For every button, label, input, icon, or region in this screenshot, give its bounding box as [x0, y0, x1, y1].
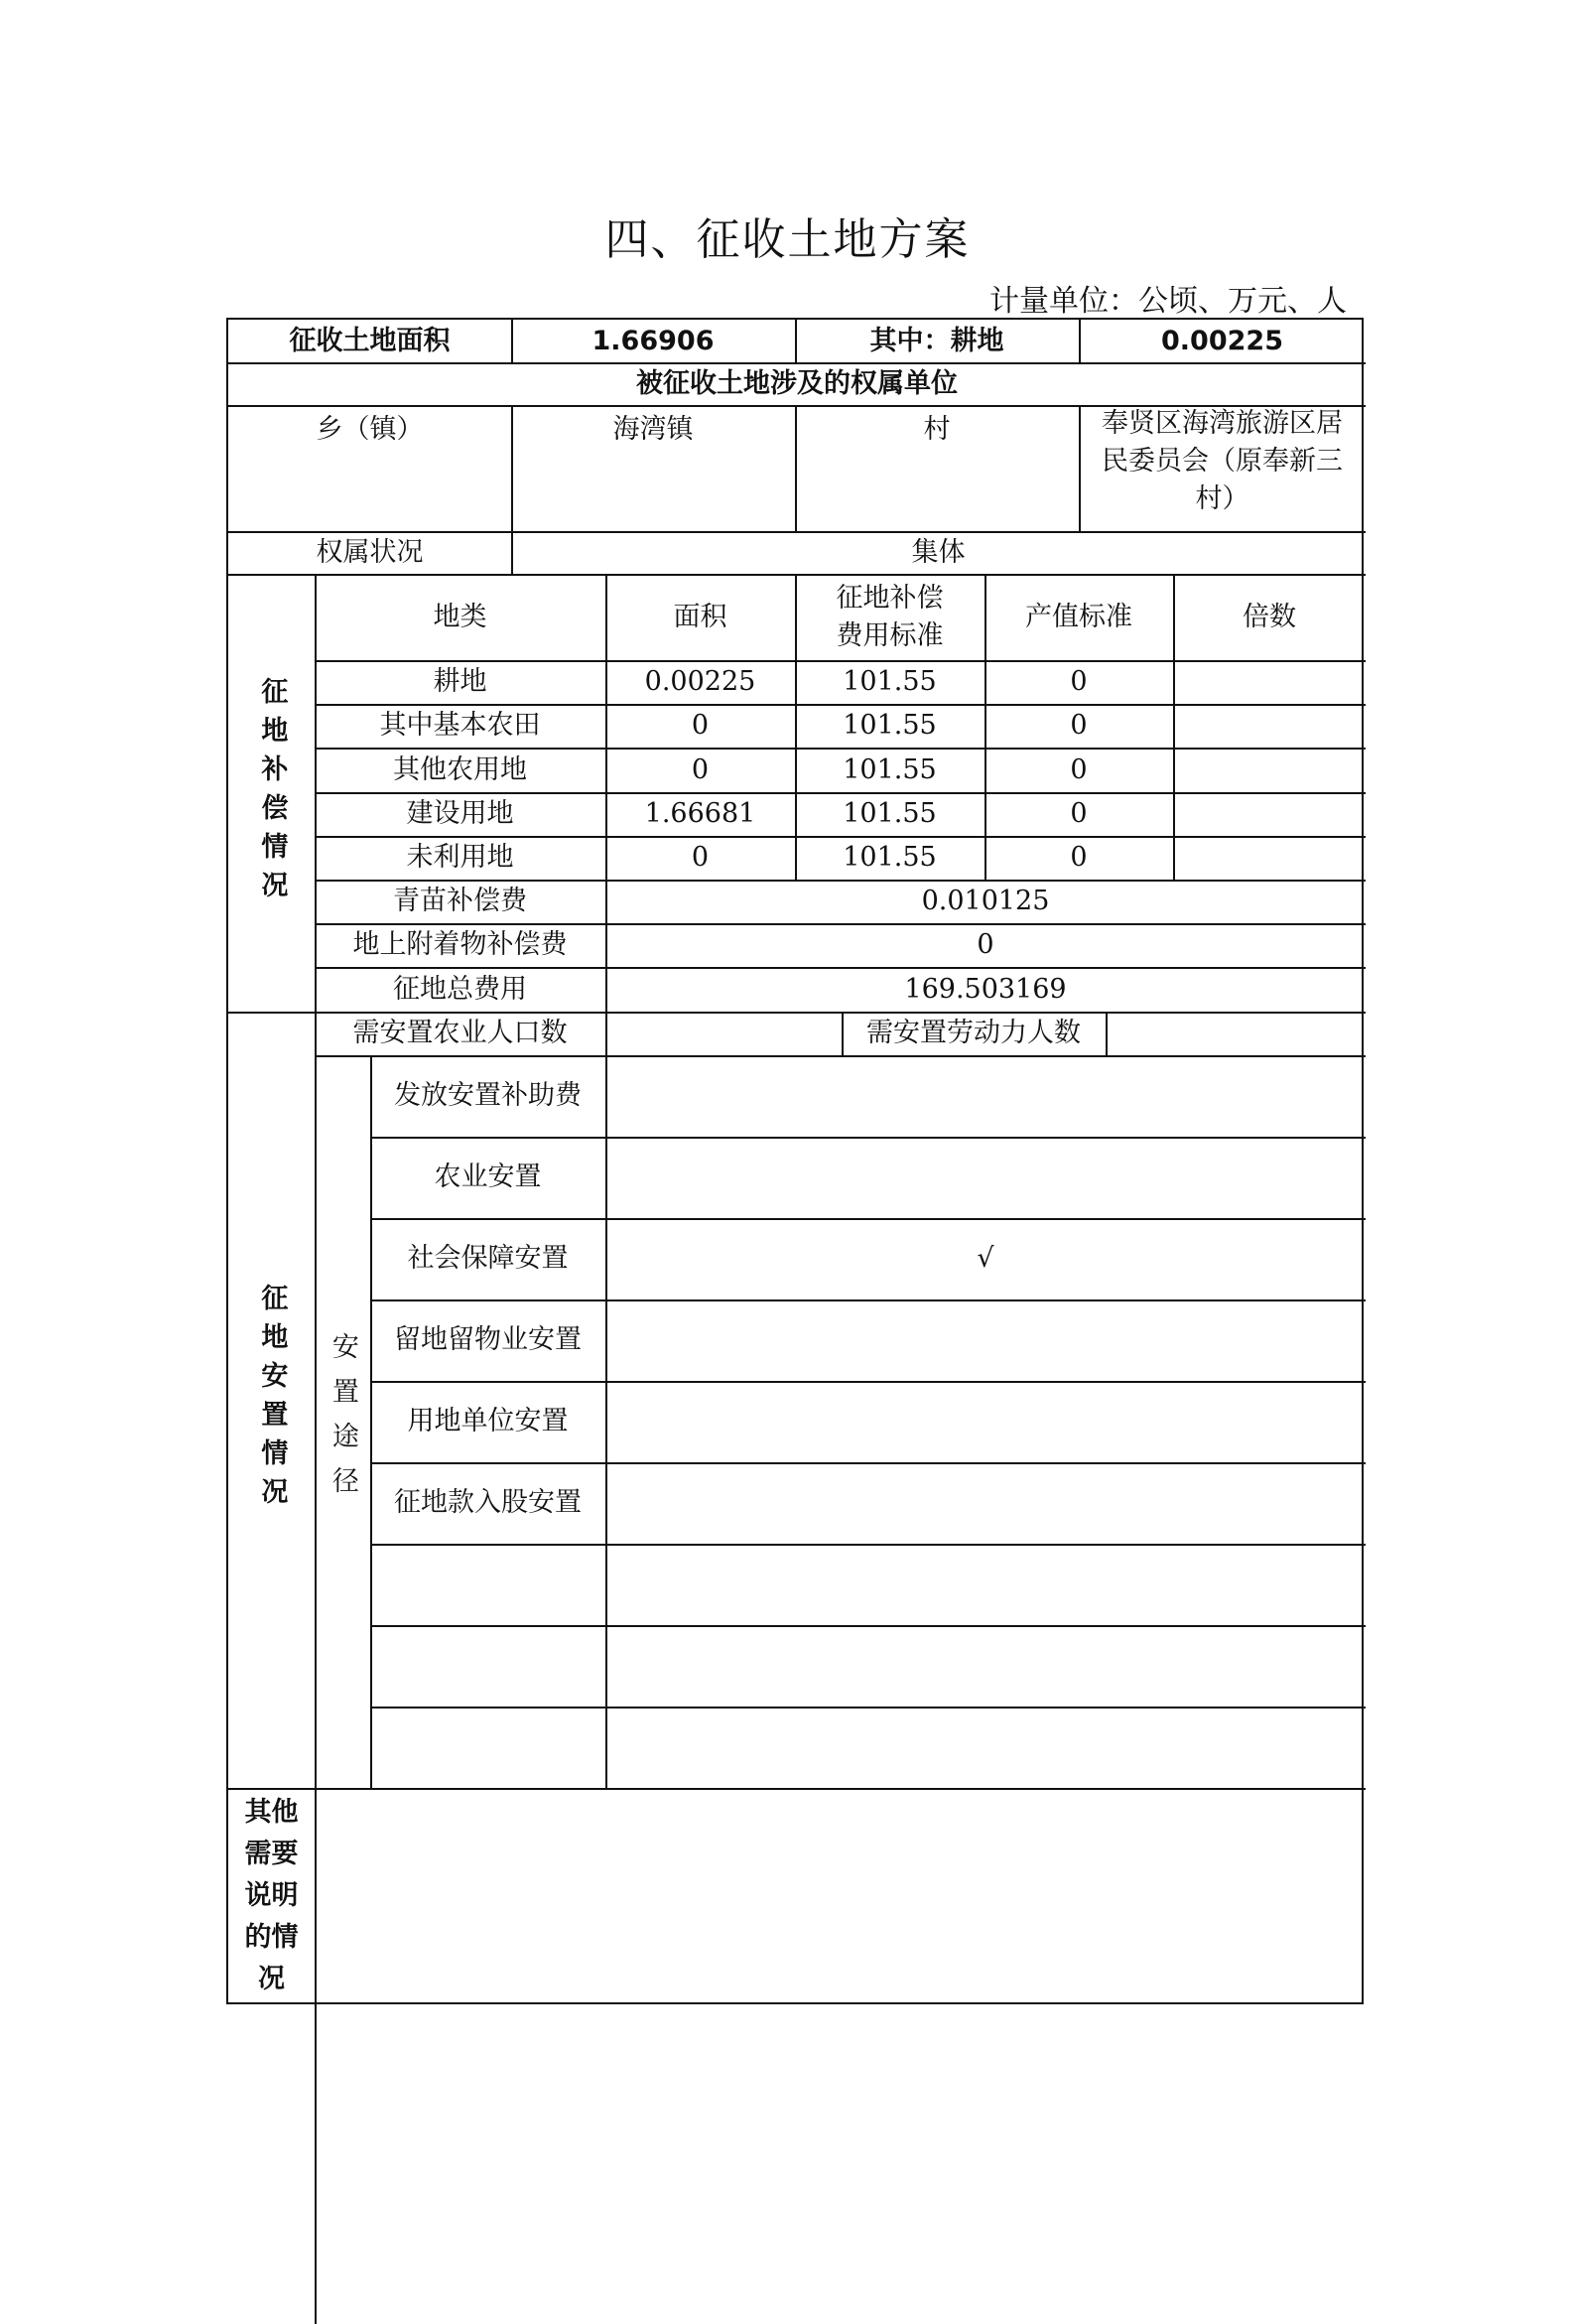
route-name: 发放安置补助费: [394, 1080, 582, 1112]
table-row-output: 0: [1070, 666, 1088, 698]
route-name: 用地单位安置: [407, 1406, 569, 1437]
table-row-area: 1.66681: [644, 798, 756, 830]
table-row-standard: 101.55: [843, 798, 937, 830]
unit-note: 计量单位：公顷、万元、人: [989, 284, 1347, 319]
table-row-multiple: [1173, 704, 1366, 748]
labor-label: 需安置劳动力人数: [866, 1018, 1081, 1049]
route-name: 征地款入股安置: [394, 1487, 582, 1519]
farm-pop-value: [605, 1012, 842, 1055]
table-row-type: 其他农用地: [393, 753, 527, 785]
header-area: 面积: [673, 601, 727, 632]
table-row-area: 0: [691, 710, 710, 742]
route-value: [605, 1381, 1366, 1462]
farmland-label: 其中：耕地: [869, 325, 1004, 356]
route-name: [370, 1625, 605, 1707]
route-name: [370, 1544, 605, 1625]
table-row-output: 0: [1070, 842, 1088, 874]
route-value-checkmark: √: [977, 1243, 994, 1275]
farm-pop-label: 需安置农业人口数: [352, 1018, 568, 1049]
crop-fee-value: 0.010125: [921, 886, 1050, 917]
route-name: 农业安置: [434, 1162, 542, 1193]
header-multiple: 倍数: [1243, 601, 1296, 632]
route-name: 留地留物业安置: [394, 1324, 582, 1356]
table-row-area: 0.00225: [644, 666, 756, 698]
table-row-type: 耕地: [433, 666, 487, 698]
route-value: [605, 1707, 1366, 1788]
route-value: [605, 1055, 1366, 1137]
header-standard: 征地补偿费用标准: [836, 582, 944, 651]
route-name: 社会保障安置: [407, 1243, 569, 1275]
route-label: 安置途径: [327, 1332, 358, 1511]
crop-fee-label: 青苗补偿费: [393, 886, 527, 917]
route-name: [370, 1707, 605, 1788]
area-label: 征收土地面积: [289, 325, 451, 356]
status-value: 集体: [911, 536, 966, 568]
table-row-output: 0: [1070, 798, 1088, 830]
attachment-fee-label: 地上附着物补偿费: [352, 929, 568, 961]
ownership-heading: 被征收土地涉及的权属单位: [636, 367, 958, 399]
attachment-fee-value: 0: [977, 929, 994, 961]
table-row-area: 0: [691, 842, 710, 874]
header-land-type: 地类: [433, 601, 487, 632]
table-row-area: 0: [691, 753, 710, 785]
header-output: 产值标准: [1025, 601, 1132, 632]
route-value: [605, 1137, 1366, 1218]
land-acquisition-table: [226, 318, 1364, 2004]
resettlement-section-label: 征地安置情况: [256, 1284, 288, 1516]
route-value: [605, 1462, 1366, 1544]
other-notes-value: [315, 1788, 1366, 2004]
table-row-output: 0: [1070, 710, 1088, 742]
table-row-multiple: [1173, 748, 1366, 792]
table-row-standard: 101.55: [843, 842, 937, 874]
table-row-multiple: [1173, 660, 1366, 704]
table-row-multiple: [1173, 836, 1366, 880]
status-label: 权属状况: [316, 536, 424, 568]
table-row-standard: 101.55: [843, 753, 937, 785]
table-row-standard: 101.55: [843, 666, 937, 698]
farmland-value: 0.00225: [1161, 325, 1283, 356]
table-row-type: 建设用地: [406, 798, 514, 830]
village-value: 奉贤区海湾旅游区居民委员会（原奉新三村）: [1102, 408, 1343, 514]
other-notes-label: 其他需要说明的情况: [244, 1797, 299, 1994]
page-title: 四、征收土地方案: [604, 214, 971, 265]
area-value: 1.66906: [591, 325, 715, 356]
labor-value: [1106, 1012, 1366, 1055]
township-label: 乡（镇）: [316, 414, 424, 445]
route-value: [605, 1299, 1366, 1381]
route-value: [605, 1625, 1366, 1707]
compensation-section-label: 征地补偿情况: [256, 676, 288, 909]
village-label: 村: [923, 414, 951, 445]
table-row-output: 0: [1070, 753, 1088, 785]
table-row-type: 其中基本农田: [379, 710, 541, 742]
township-value: 海湾镇: [612, 414, 694, 445]
table-row-multiple: [1173, 792, 1366, 836]
route-value: [605, 1544, 1366, 1625]
total-fee-value: 169.503169: [904, 973, 1067, 1005]
table-row-standard: 101.55: [843, 710, 937, 742]
total-fee-label: 征地总费用: [393, 973, 527, 1005]
table-row-type: 未利用地: [406, 842, 514, 874]
